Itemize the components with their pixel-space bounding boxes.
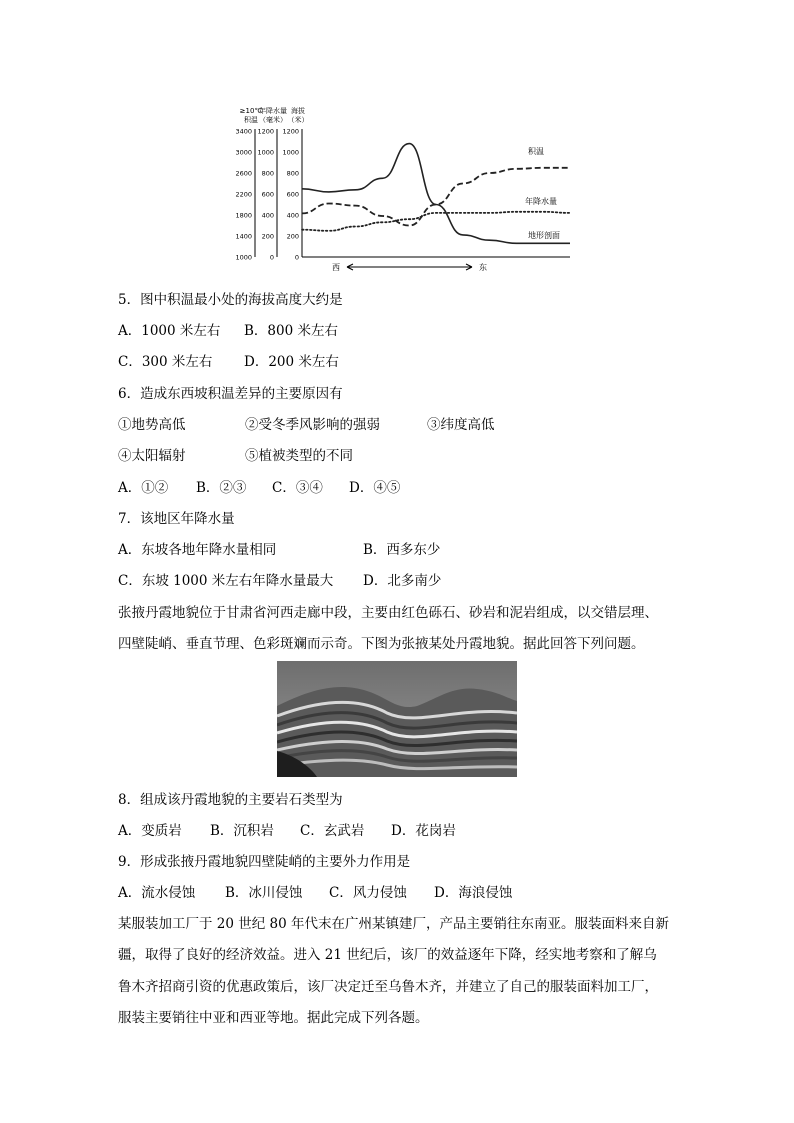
q9-options (118, 883, 512, 903)
q7-option-a[interactable]: A．东坡各地年降水量相同 (118, 542, 277, 558)
q7-stem: 7．该地区年降水量 (118, 511, 235, 527)
axis-tick-0-0: 3400 (235, 127, 252, 136)
q6-option-a[interactable]: A．①② (118, 480, 169, 496)
legend-label-precip: 年降水量 (525, 197, 557, 206)
q9-option-c[interactable]: C．风力侵蚀 (329, 885, 407, 901)
axis-tick-1-5: 200 (261, 232, 274, 241)
axis-header-2-1: （米） (287, 116, 309, 124)
passage-factory-line-4: 服装主要销往中亚和西亚等地。据此完成下列各题。 (118, 1010, 429, 1026)
q6-statement-1: ①地势高低 (118, 417, 186, 433)
q9-option-a[interactable]: A．流水侵蚀 (118, 885, 196, 901)
q6-options (118, 478, 400, 498)
passage-factory-line-3: 鲁木齐招商引资的优惠政策后，该厂决定迁至乌鲁木齐，并建立了自己的服装面料加工厂， (118, 979, 658, 995)
q5-option-b[interactable]: B．800 米左右 (244, 323, 338, 339)
q6-option-c[interactable]: C．③④ (272, 480, 323, 496)
series-lines (302, 144, 570, 244)
q6-statements-row1 (118, 415, 495, 435)
q6-stem: 6．造成东西坡积温差异的主要原因有 (118, 386, 343, 402)
axis-tick-2-1: 1000 (282, 148, 299, 157)
q5-option-d[interactable]: D．200 米左右 (244, 354, 339, 370)
q6-statement-5: ⑤植被类型的不同 (245, 448, 353, 464)
axis-tick-1-0: 1200 (257, 127, 274, 136)
axis-tick-1-6: 0 (269, 253, 274, 262)
axis-tick-2-3: 600 (286, 190, 299, 199)
passage-factory-line-1: 某服装加工厂于 20 世纪 80 年代末在广州某镇建厂，产品主要销往东南亚。服装面料来自新 (118, 916, 670, 932)
danxia-landform-photo (277, 661, 517, 777)
axis-ticks (235, 128, 299, 262)
axis-tick-0-3: 2200 (235, 190, 252, 199)
axis-tick-2-5: 200 (286, 232, 299, 241)
passage-danxia-line-2: 四壁陡峭、垂直节理、色彩斑斓而示奇。下图为张掖某处丹霞地貌。据此回答下列问题。 (118, 636, 645, 652)
passage-danxia-line-1: 张掖丹霞地貌位于甘肃省河西走廊中段，主要由红色砾石、砂岩和泥岩组成，以交错层理、 (118, 605, 658, 621)
axis-tick-0-2: 2600 (235, 169, 252, 178)
axis-tick-1-1: 1000 (257, 148, 274, 157)
q5-option-a[interactable]: A．1000 米左右 (118, 323, 221, 339)
q6-statement-4: ④太阳辐射 (118, 448, 186, 464)
q5-options-row2 (118, 352, 339, 372)
q8-option-b[interactable]: B．沉积岩 (210, 823, 274, 839)
q9-option-d[interactable]: D．海浪侵蚀 (434, 885, 513, 901)
axis-headers (240, 106, 309, 124)
q8-option-d[interactable]: D．花岗岩 (391, 823, 456, 839)
q5-option-c[interactable]: C．300 米左右 (118, 354, 213, 370)
axis-tick-0-5: 1400 (235, 232, 252, 241)
axis-tick-2-0: 1200 (282, 127, 299, 136)
q7-options-row2 (118, 571, 441, 591)
climate-profile-chart (220, 100, 582, 275)
q6-statement-3: ③纬度高低 (427, 417, 495, 433)
q8-option-c[interactable]: C．玄武岩 (300, 823, 365, 839)
q5-options-row1 (118, 321, 338, 341)
q7-option-b[interactable]: B．西多东少 (363, 542, 441, 558)
axis-tick-0-6: 1000 (235, 253, 252, 262)
legend-label-temp: 积温 (528, 147, 544, 156)
q5-stem: 5．图中积温最小处的海拔高度大约是 (118, 292, 343, 308)
q6-statement-2: ②受冬季风影响的强弱 (245, 417, 380, 433)
axis-tick-2-4: 400 (286, 211, 299, 220)
q7-option-d[interactable]: D．北多南少 (363, 573, 442, 589)
q8-stem: 8．组成该丹霞地貌的主要岩石类型为 (118, 792, 343, 808)
passage-factory-line-2: 疆，取得了良好的经济效益。进入 21 世纪后，该厂的效益逐年下降，经实地考察和了解乌 (118, 947, 657, 963)
axis-header-0-0: ≥10℃ (239, 107, 263, 115)
q6-statements-row2 (118, 446, 353, 466)
q7-option-c[interactable]: C．东坡 1000 米左右年降水量最大 (118, 573, 334, 589)
q9-stem: 9．形成张掖丹霞地貌四壁陡峭的主要外力作用是 (118, 854, 411, 870)
q9-option-b[interactable]: B．冰川侵蚀 (225, 885, 303, 901)
axis-header-1-0: 年降水量 (259, 107, 287, 115)
q6-option-b[interactable]: B．②③ (196, 480, 247, 496)
axis-header-0-1: 积温 (244, 116, 258, 124)
direction-west: 西 (332, 263, 340, 272)
q8-options (118, 821, 456, 841)
axis-tick-2-6: 0 (294, 253, 299, 262)
direction-east: 东 (479, 263, 487, 272)
legend-label-terrain: 地形剖面 (528, 231, 560, 240)
axis-header-2-0: 海拔 (291, 107, 305, 115)
q7-options-row1 (118, 540, 440, 560)
axis-header-1-1: （毫米） (259, 116, 287, 124)
axis-tick-2-2: 800 (286, 169, 299, 178)
axis-tick-1-3: 600 (261, 190, 274, 199)
axis-tick-1-4: 400 (261, 211, 274, 220)
q8-option-a[interactable]: A．变质岩 (118, 823, 182, 839)
series-line-1 (302, 212, 570, 231)
axis-tick-0-1: 3000 (235, 148, 252, 157)
axis-tick-0-4: 1800 (235, 211, 252, 220)
axis-tick-1-2: 800 (261, 169, 274, 178)
q6-option-d[interactable]: D．④⑤ (349, 480, 401, 496)
